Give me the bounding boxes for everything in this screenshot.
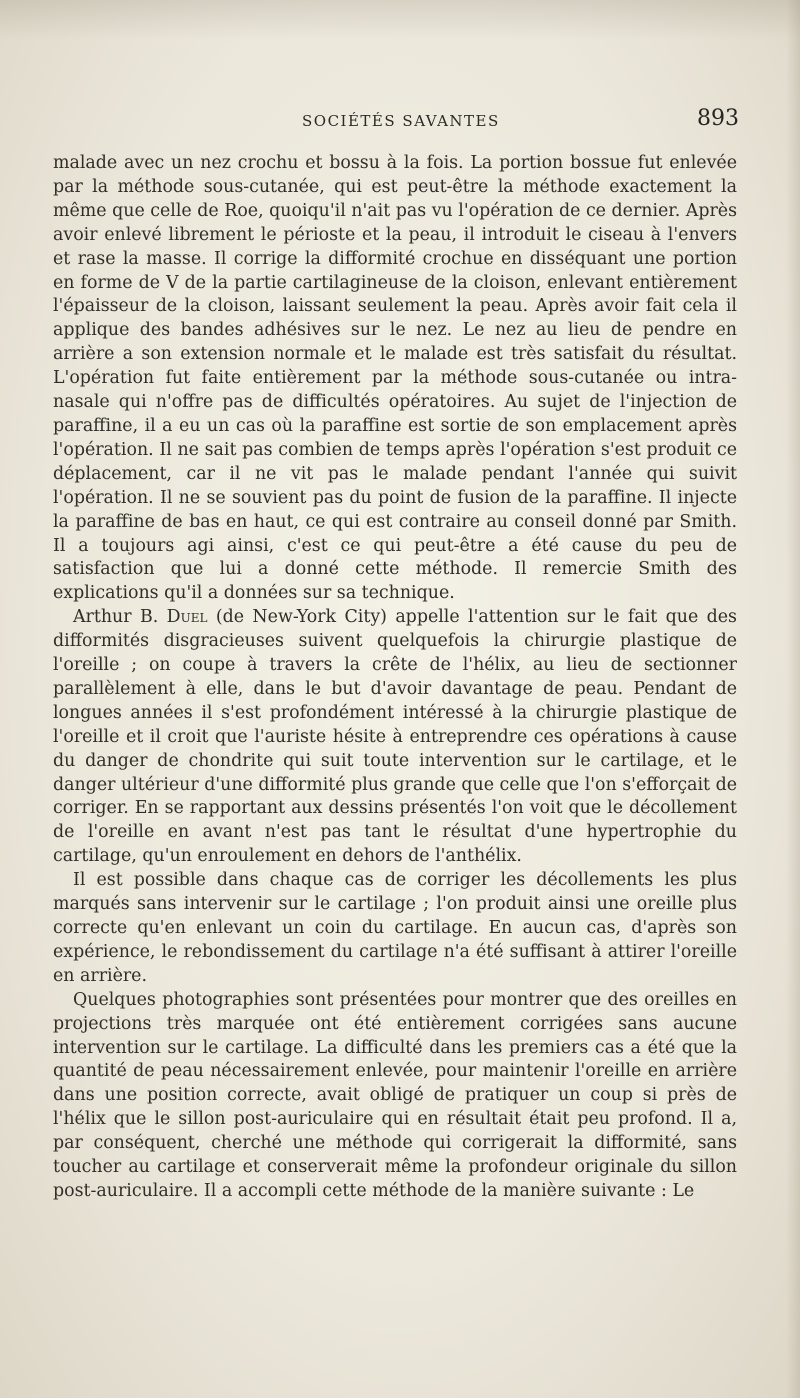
body-text — [53, 152, 737, 1204]
paragraph-continuation: malade avec un nez crochu et bossu à la fois. La portion bossue fut enlevée par la méthode sous-cutanée, qui est peut-être la méthode exactement la même que celle de Roe, quoiqu'il n'ait pas vu l'opération de ce dernier. Après avoir enlevé librement le périoste et la peau, il introduit le ciseau à l'envers et rase la masse. Il corrige la difformité crochue en disséquant une portion en forme de V de la partie cartilagineuse de la cloison, enlevant entièrement l'épaisseur de la cloison, laissant seulement la peau. Après avoir fait cela il applique des bandes adhésives sur le nez. Le nez au lieu de pendre en arrière a son extension normale et le malade est très satisfait du résultat. L'opération fut faite entièrement par la méthode sous-cutanée ou intra-nasale qui n'offre pas de difficultés opératoires. Au sujet de l'injection de paraffine, il a eu un cas où la paraffine est sortie de son emplacement après l'opération. Il ne sait pas combien de temps après l'opération s'est produit ce déplacement, car il ne vit pas le malade pendant l'année qui suivit l'opération. Il ne se souvient pas du point de fusion de la paraffine. Il injecte la paraffine de bas en haut, ce qui est contraire au conseil donné par Smith. Il a toujours agi ainsi, c'est ce qui peut-être a été cause du peu de satisfaction que lui a donné cette méthode. Il remercie Smith des explications qu'il a données sur sa technique. — [53, 153, 737, 604]
paragraph-decollements: Il est possible dans chaque cas de corriger les décollements les plus marqués sans intervenir sur le cartilage ; l'on produit ainsi une oreille plus correcte qu'en enlevant un coin du cartilage. En aucun cas, d'après son expérience, le rebondissement du cartilage n'a été suffisant à attirer l'oreille en arrière. — [53, 870, 737, 986]
running-head — [0, 108, 800, 138]
paragraph-duel-text: (de New-York City) appelle l'attention sur le fait que des difformités disgracieuses suivent quelquefois la chirurgie plastique de l'oreille ; on coupe à travers la crête de l'hélix, au lieu de sectionner parallèlement à elle, dans le but d'avoir davantage de peau. Pendant de longues années il s'est profondément intéressé à la chirurgie plastique de l'oreille et il croit que l'auriste hésite à entreprendre ces opérations à cause du danger de chondrite qui suit toute intervention sur le cartilage, et le danger ultérieur d'une difformité plus grande que celle que l'on s'efforçait de corriger. En se rapportant aux dessins présentés l'on voit que le décollement de l'oreille en avant n'est pas tant le résultat d'une hypertrophie du cartilage, qu'un enroulement en dehors de l'anthélix. — [53, 607, 737, 867]
author-first-name: Arthur B. — [73, 607, 167, 628]
page-number: 893 — [697, 106, 739, 131]
paragraph-photographies: Quelques photographies sont présentées pour montrer que des oreilles en projections très marquée ont été entièrement corrigées sans aucune intervention sur le cartilage. La difficulté dans les premiers cas a été que la quantité de peau nécessairement enlevée, pour maintenir l'oreille en arrière dans une position correcte, avait obligé de pratiquer un coup si près de l'hélix que le sillon post-auriculaire qui en résultait était peu profond. Il a, par conséquent, cherché une méthode qui corrigerait la difformité, sans toucher au cartilage et conserverait même la profondeur originale du sillon post-auriculaire. Il a accompli cette méthode de la manière suivante : Le — [53, 989, 737, 1201]
page-shadow-top — [0, 0, 800, 40]
author-surname: Duel — [166, 607, 208, 628]
paragraph-duel — [53, 606, 737, 869]
running-title: SOCIÉTÉS SAVANTES — [302, 112, 500, 130]
page-shadow-edge — [786, 0, 800, 1398]
